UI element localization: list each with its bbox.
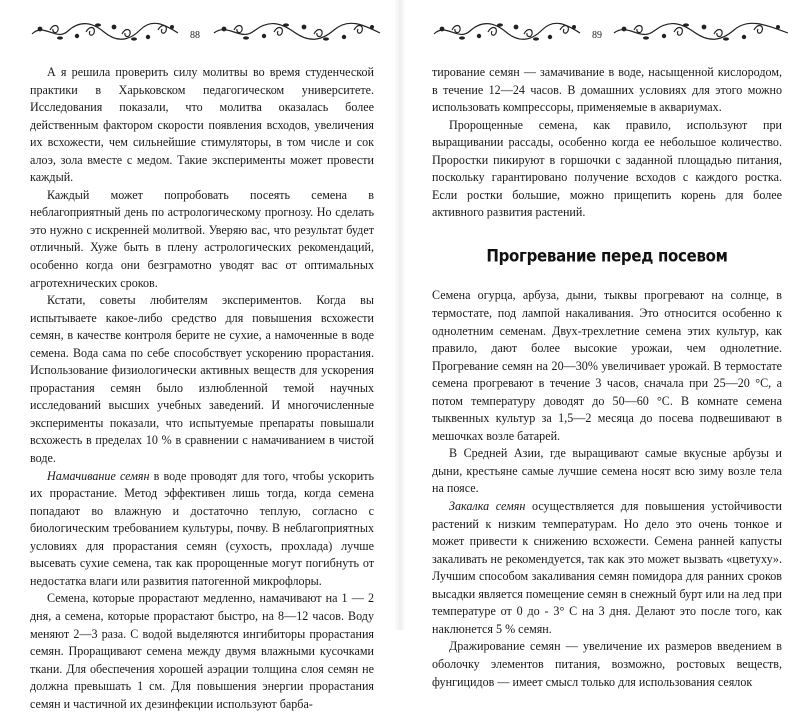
term-emphasis: Намачивание семян <box>47 468 150 483</box>
left-page-header <box>30 10 374 50</box>
floral-ornament-icon <box>30 18 180 44</box>
floral-ornament-icon <box>432 18 582 44</box>
floral-ornament-icon <box>212 18 382 44</box>
paragraph: А я решила проверить силу молитвы во время студенческой практики в Харьковском педагогическом университете. Исследования показали, что молитва оказалась более действенным фактором скорости появления всходов, увеличения их всхожести, чем сильнейшие стимуляторы, в том числе и сок алоэ, зола вместе с медом. Такие эксперименты может провести каждый. <box>30 65 374 185</box>
paragraph <box>30 468 374 591</box>
paragraph: тирование семян — замачивание в воде, насыщенной кислородом, в течение 12—24 часов. В домашних условиях для этого можно использовать компрессоры, применяемые в аквариумах. <box>432 65 782 115</box>
paragraph: Каждый может попробовать посеять семена в неблагоприятный день по астрологическому прогнозу. Но сделать это нужно с искренней молитвой. Уверяю вас, что результат будет отличный. Хуже быть в плену астрологических рекомендаций, особенно когда они безграмотно уводят вас от оптимальных агротехнических сроков. <box>30 187 374 290</box>
page-number: 88 <box>190 30 200 41</box>
left-page <box>0 0 392 711</box>
paragraph: В Средней Азии, где выращивают самые вкусные арбузы и дыни, крестьяне самые лучшие семена носят всю зиму возле тела на поясе. <box>432 446 782 496</box>
paragraph-text: в воде проводят для того, чтобы ускорить их прорастание. Метод эффективен лишь тогда, когда семена попадают во влажную и достаточно теплую, согласно с биологическим требованием культуры, почву. В неблагоприятных условиях для прорастания семян (сухость, прохлада) лучше высевать сухие семена, так как пророщенные могут погибнуть от недостатка влаги или развития патогенной микрофлоры. <box>30 468 375 588</box>
paragraph: Семена, которые прорастают медленно, намачивают на 1 — 2 дня, а семена, которые прорастают быстро, на 8—12 часов. Воду меняют 2—3 раза. С водой выделяются ингибиторы прорастания семян. Проращивают семена между двумя влажными кусочками ткани. Для обеспечения хорошей аэрации толщина слоя семян не должна превышать 1 см. Для повышения энергии прорастания семян и частичной их дезинфекции используют барба- <box>30 591 374 711</box>
right-page <box>408 0 800 689</box>
page-number: 89 <box>592 30 602 41</box>
paragraph: Дражирование семян — увеличение их размеров введением в оболочку элементов питания, возможно, ростовых веществ, фунгицидов — имеет смысл только для использования сеялок <box>432 639 782 689</box>
right-page-text <box>432 64 782 691</box>
section-heading: Прогревание перед посевом <box>486 245 728 267</box>
paragraph: Кстати, советы любителям экспериментов. Когда вы испытываете какое-либо средство для повышения всхожести семян, в качестве контроля берите не сухие, а намоченные в воде семена. Вода сама по себе способствует ускорению прорастания. Использование физиологически активных веществ для ускорения прорастания семян было излюбленной темой научных исследований высших учебных заведений. И многочисленные эксперименты показали, что испытуемые препараты повышали всхожесть в пределах 10 % в сравнении с намачиванием в чистой воде. <box>30 293 374 466</box>
paragraph: Пророщенные семена, как правило, используют при выращивании рассады, особенно когда ее небольшое количество. Проростки пикируют в горшочки с заданной площадью питания, поскольку гарантировано получение всходов с каждого ростка. Если ростки большие, можно прищепить корень для более активного развития растений. <box>432 117 782 220</box>
paragraph-text: осуществляется для повышения устойчивости растений к низким температурам. Но дело это очень тонкое и может привести к снижению всхожести. Семена ранней капусты закаливать не рекомендуется, так как это может вызвать «цветуху». Лучшим способом закаливания семян помидора для ранних сроков высадки является помещение семян в снежный бурт или на лед при температуре от 0 до - 3° С на 3 дня. Делают это после того, как наклюнется 5 % семян. <box>432 499 782 636</box>
paragraph: Семена огурца, арбуза, дыни, тыквы прогревают на солнце, в термостате, под лампой накаливания. Это относится особенно к однолетним семенам. Двух-трехлетние семена этих культур, как правило, дают более высокие урожаи, чем однолетние. Прогревание семян на 20—30% увеличивает урожай. В термостате семена прогревают в течение 3 часов, сначала при 25—20 °С, а потом температуру доводят до 50—60 °С. В комнате семена тыквенных культур за 1,5—2 месяца до посева подвешивают в мешочках возле батарей. <box>432 288 782 443</box>
term-emphasis: Закалка семян <box>449 499 526 514</box>
book-gutter <box>394 0 406 630</box>
floral-ornament-icon <box>612 18 790 44</box>
right-page-header <box>432 10 782 50</box>
paragraph <box>432 498 782 638</box>
left-page-text <box>30 64 374 713</box>
